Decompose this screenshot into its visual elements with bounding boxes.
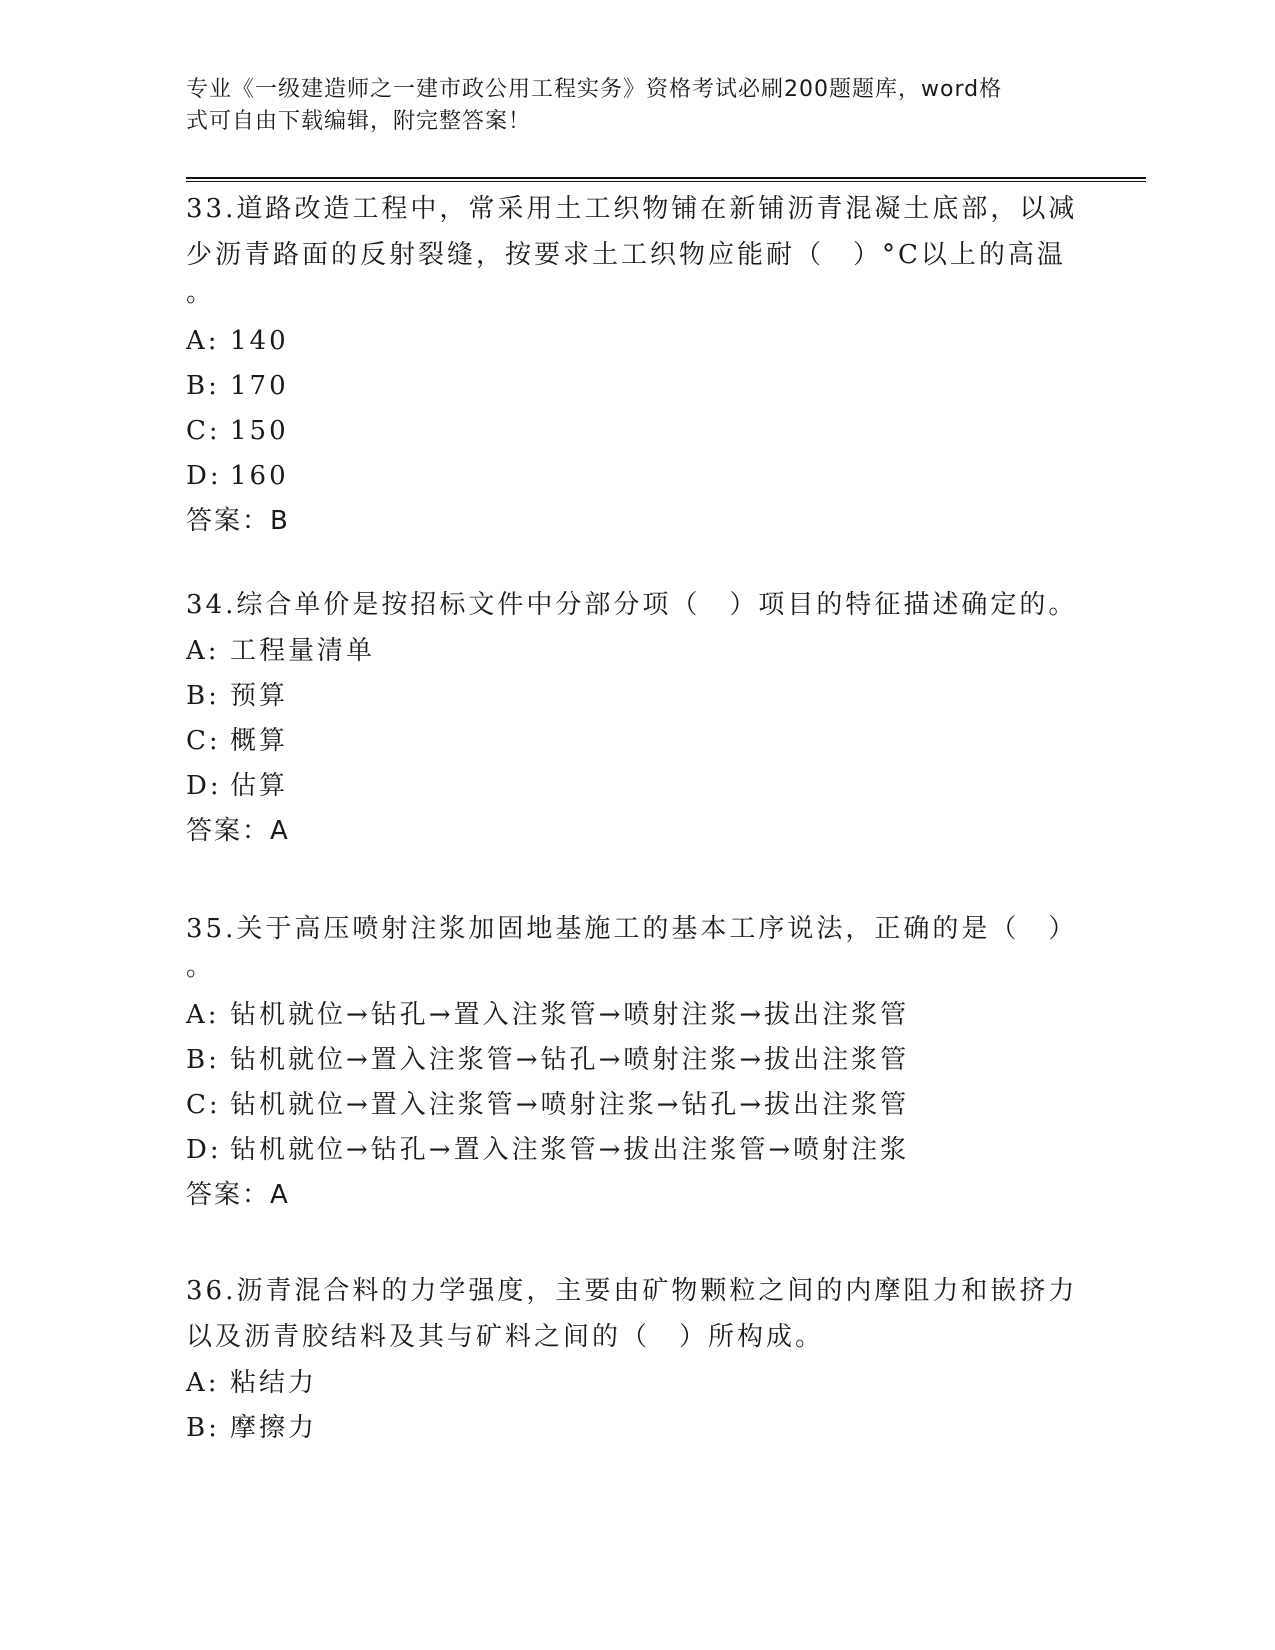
question-stem-line: 。 (186, 278, 216, 308)
option-c (186, 408, 1086, 453)
option-text: 概算 (230, 726, 289, 756)
option-a (186, 992, 1086, 1037)
question-stem-line: 。 (186, 952, 216, 982)
question-stem-line: 35.关于高压喷射注浆加固地基施工的基本工序说法，正确的是（ ） (186, 914, 1078, 944)
option-text: 钻机就位→置入注浆管→喷射注浆→钻孔→拔出注浆管 (230, 1090, 910, 1120)
option-label: B: (186, 1045, 220, 1075)
answer: 答案：A (186, 816, 290, 846)
option-b (186, 673, 1086, 718)
option-c (186, 1082, 1086, 1127)
header-line-2: 式可自由下载编辑，附完整答案！ (186, 109, 532, 134)
option-text: 160 (230, 461, 289, 491)
option-text: 钻机就位→钻孔→置入注浆管→喷射注浆→拔出注浆管 (230, 1000, 910, 1030)
question-stem-line: 以及沥青胶结料及其与矿料之间的（ ）所构成。 (186, 1322, 825, 1352)
option-text: 170 (230, 371, 289, 401)
option-text: 钻机就位→钻孔→置入注浆管→拔出注浆管→喷射注浆 (230, 1135, 910, 1165)
option-d (186, 453, 1086, 498)
option-label: B: (186, 1413, 220, 1443)
option-label: C: (186, 416, 221, 446)
option-label: C: (186, 726, 221, 756)
option-b (186, 363, 1086, 408)
option-label: C: (186, 1090, 221, 1120)
question-stem-line: 33.道路改造工程中，常采用土工织物铺在新铺沥青混凝土底部，以减 (186, 194, 1078, 224)
option-a (186, 1360, 1086, 1405)
option-label: B: (186, 371, 220, 401)
option-label: A: (186, 1000, 220, 1030)
answer: 答案：B (186, 506, 290, 536)
option-c (186, 718, 1086, 763)
option-label: A: (186, 636, 220, 666)
option-text: 估算 (230, 771, 289, 801)
option-text: 钻机就位→置入注浆管→钻孔→喷射注浆→拔出注浆管 (230, 1045, 910, 1075)
option-text: 摩擦力 (230, 1413, 318, 1443)
option-text: 150 (230, 416, 289, 446)
option-b (186, 1037, 1086, 1082)
question-33 (186, 186, 1086, 544)
option-d (186, 1127, 1086, 1172)
question-35 (186, 906, 1086, 1218)
header-divider-thick (186, 177, 1146, 179)
question-34 (186, 582, 1086, 854)
option-label: A: (186, 1368, 220, 1398)
option-text: 预算 (230, 681, 289, 711)
question-stem-line: 34.综合单价是按招标文件中分部分项（ ）项目的特征描述确定的。 (186, 590, 1078, 620)
option-text: 粘结力 (230, 1368, 318, 1398)
option-d (186, 763, 1086, 808)
question-stem-line: 36.沥青混合料的力学强度，主要由矿物颗粒之间的内摩阻力和嵌挤力 (186, 1276, 1078, 1306)
option-b (186, 1405, 1086, 1450)
option-text: 140 (230, 326, 289, 356)
option-a (186, 318, 1086, 363)
question-stem-line: 少沥青路面的反射裂缝，按要求土工织物应能耐（ ）°C以上的高温 (186, 240, 1066, 270)
option-label: D: (186, 771, 222, 801)
option-label: B: (186, 681, 220, 711)
question-36 (186, 1268, 1086, 1450)
header-line-1: 专业《一级建造师之一建市政公用工程实务》资格考试必刷200题题库，word格 (186, 77, 1003, 102)
option-label: D: (186, 461, 222, 491)
option-text: 工程量清单 (230, 636, 376, 666)
answer: 答案：A (186, 1180, 290, 1210)
header-divider-thin (186, 181, 1146, 182)
option-label: D: (186, 1135, 222, 1165)
document-header (186, 74, 1066, 138)
option-a (186, 628, 1086, 673)
option-label: A: (186, 326, 220, 356)
